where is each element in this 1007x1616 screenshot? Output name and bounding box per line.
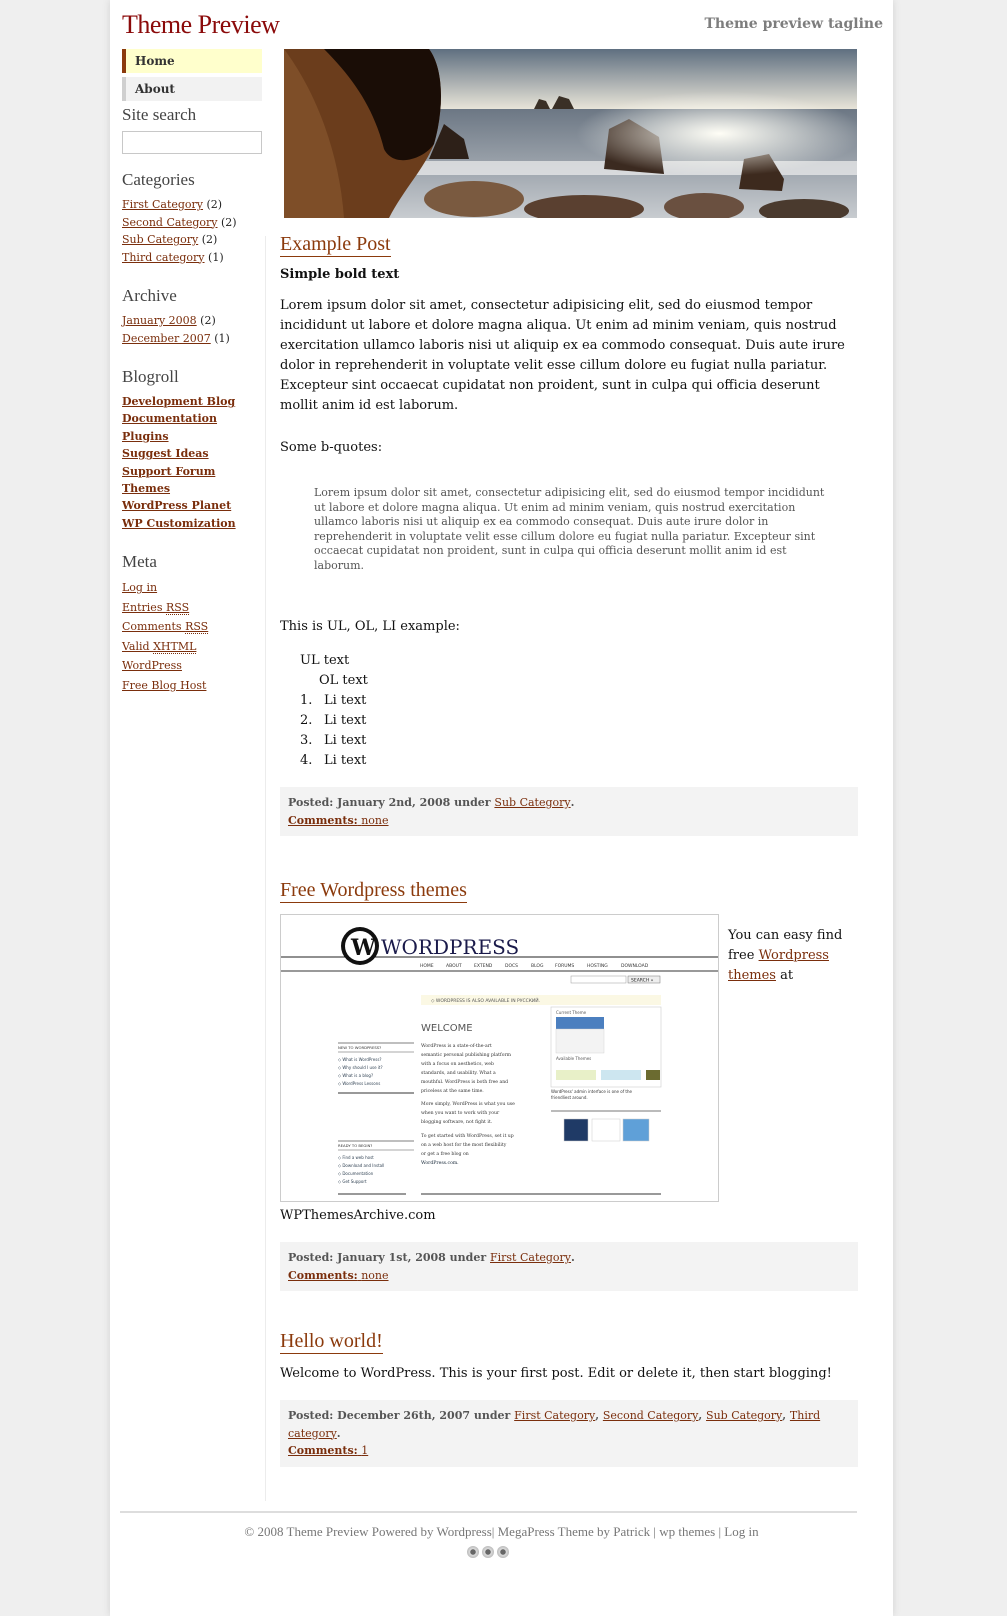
page-container xyxy=(110,0,893,1616)
category-item xyxy=(122,196,262,214)
svg-text:WordPress' admin interface is: WordPress' admin interface is one of the xyxy=(551,1089,632,1094)
post-meta: Posted: January 2nd, 2008 under Sub Category. Comments: none xyxy=(280,787,858,836)
blogroll-link[interactable]: Suggest Ideas xyxy=(122,447,209,461)
main-content xyxy=(280,232,858,1467)
svg-text:mouthful. WordPress is both fr: mouthful. WordPress is both free and xyxy=(421,1080,509,1085)
post-category-link[interactable]: First Category xyxy=(514,1409,596,1422)
svg-text:SEARCH »: SEARCH » xyxy=(631,978,654,984)
post-example xyxy=(280,232,858,836)
category-link-third[interactable]: Third category xyxy=(122,250,205,264)
footer-separator: | xyxy=(718,1524,722,1539)
list-item xyxy=(280,691,858,711)
svg-text:friendliest around.: friendliest around. xyxy=(551,1095,588,1100)
svg-text:priceless at the same time.: priceless at the same time. xyxy=(421,1089,484,1094)
meta-list xyxy=(122,578,262,695)
archive-count: (1) xyxy=(214,331,230,345)
category-count: (1) xyxy=(208,250,224,264)
blogroll-list xyxy=(122,393,262,532)
footer xyxy=(110,1524,893,1540)
svg-text:HOSTING: HOSTING xyxy=(587,964,608,969)
svg-text:WordPress is a state-of-the-ar: WordPress is a state-of-the-art xyxy=(421,1044,492,1049)
posted-date: Posted: December 26th, 2007 under xyxy=(288,1409,511,1422)
categories-list xyxy=(122,196,262,266)
categories-heading: Categories xyxy=(122,170,195,189)
meta-wordpress-link[interactable]: WordPress xyxy=(122,659,182,673)
footer-dots-icon xyxy=(467,1543,507,1562)
svg-text:when you want to work with you: when you want to work with your xyxy=(421,1111,500,1116)
svg-text:EXTEND: EXTEND xyxy=(474,964,493,969)
svg-text:DOCS: DOCS xyxy=(505,964,519,969)
category-item xyxy=(122,214,262,232)
post-body xyxy=(280,914,858,1202)
category-count: (2) xyxy=(221,215,237,229)
list-number: 3. xyxy=(300,733,313,748)
wordpress-screenshot-image xyxy=(280,914,719,1202)
blogroll-link[interactable]: Documentation xyxy=(122,412,218,426)
blogroll-link[interactable]: Themes xyxy=(122,482,171,496)
footer-copyright: © 2008 Theme Preview Powered by xyxy=(244,1524,434,1539)
post-paragraph: Lorem ipsum dolor sit amet, consectetur adipisicing elit, sed do eiusmod tempor incididunt ut labore et dolore magna aliqua. Ut enim ad minim veniam, quis nostrud exercitation ullamco laboris nisi ut aliquip ex ea commodo consequat. Duis aute irure dolor in reprehenderit in voluptate velit esse cillum dolore eu fugiat nulla pariatur. Excepteur sint occaecat cupidatat non proident, sunt in culpa qui officia deserunt mollit anim id est laborum. xyxy=(280,298,845,413)
wordpress-site-screenshot xyxy=(281,915,719,1202)
footer-login-link[interactable]: Log in xyxy=(724,1524,759,1539)
post-title-link[interactable]: Free Wordpress themes xyxy=(280,879,467,901)
meta-entries-rss-link[interactable] xyxy=(122,601,189,615)
svg-text:◇ Get Support: ◇ Get Support xyxy=(338,1179,367,1184)
comments-label: Comments: xyxy=(288,813,358,827)
svg-text:WORDPRESS: WORDPRESS xyxy=(381,935,520,959)
svg-text:blogging software, not fight i: blogging software, not fight it. xyxy=(421,1120,493,1125)
archive-heading: Archive xyxy=(122,286,177,305)
post-category-link[interactable]: Second Category xyxy=(602,1409,699,1422)
post-category-link[interactable]: Sub Category xyxy=(706,1409,783,1422)
comments-label: Comments: xyxy=(288,1268,358,1282)
archive-list xyxy=(122,312,262,347)
list-number: 1. xyxy=(300,693,313,708)
archive-item xyxy=(122,312,262,330)
svg-text:◇ WordPress Lessons: ◇ WordPress Lessons xyxy=(338,1081,381,1086)
side-text-pre: You can easy find free xyxy=(728,928,843,963)
svg-text:BLOG: BLOG xyxy=(531,964,544,969)
svg-text:◇ Find a web host: ◇ Find a web host xyxy=(338,1155,374,1160)
blockquote: Lorem ipsum dolor sit amet, consectetur adipisicing elit, sed do eiusmod tempor incididunt ut labore et dolore magna aliqua. Ut enim ad minim veniam, quis nostrud exercitation ullamco laboris nisi ut aliquip ex ea commodo consequat. Duis aute irure dolor in reprehenderit in voluptate velit esse cillum dolore eu fugiat nulla pariatur. Excepteur sint occaecat cupidatat non proident, sunt in culpa qui officia deserunt mollit anim id est laborum. xyxy=(314,486,825,572)
list-intro: This is UL, OL, LI example: xyxy=(280,619,460,634)
blogroll-link[interactable]: WP Customization xyxy=(122,516,236,530)
search-input[interactable] xyxy=(122,131,262,154)
svg-text:on a web host for the most fle: on a web host for the most flexibility xyxy=(421,1143,507,1148)
blogroll-link[interactable]: Development Blog xyxy=(122,395,236,408)
svg-text:HOME: HOME xyxy=(420,964,434,969)
svg-text:◇ Documentation: ◇ Documentation xyxy=(338,1171,374,1176)
blogroll-link[interactable]: WordPress Planet xyxy=(122,499,232,513)
image-caption: WPThemesArchive.com xyxy=(280,1208,436,1223)
svg-text:To get started with WordPress,: To get started with WordPress, set it up xyxy=(421,1134,514,1139)
list-text: Li text xyxy=(324,693,367,708)
svg-text:Available Themes: Available Themes xyxy=(556,1056,592,1061)
archive-item xyxy=(122,330,262,348)
nav-home[interactable]: Home xyxy=(122,49,262,73)
site-tagline: Theme preview tagline xyxy=(704,16,883,32)
header-image xyxy=(284,49,857,218)
post-paragraph: Welcome to WordPress. This is your first post. Edit or delete it, then start blogging! xyxy=(280,1366,832,1381)
svg-text:semantic personal publishing p: semantic personal publishing platform xyxy=(421,1053,512,1058)
footer-wordpress-link[interactable]: Wordpress xyxy=(436,1524,492,1539)
svg-text:DOWNLOAD: DOWNLOAD xyxy=(621,964,649,969)
list-text: Li text xyxy=(324,733,367,748)
svg-text:NEW TO WORDPRESS?: NEW TO WORDPRESS? xyxy=(338,1045,382,1050)
comments-link[interactable] xyxy=(288,1269,389,1282)
footer-text: | MegaPress Theme by xyxy=(491,1524,611,1539)
post-category-link[interactable]: Third category xyxy=(288,1409,821,1440)
link-text: Valid xyxy=(122,639,154,653)
list-number: 2. xyxy=(300,713,313,728)
side-text-post: at xyxy=(780,968,794,983)
category-item xyxy=(122,249,262,267)
dot-icon xyxy=(482,1546,494,1558)
archive-count: (2) xyxy=(200,314,216,327)
meta-heading: Meta xyxy=(122,552,157,572)
category-item xyxy=(122,231,262,249)
list-number: 4. xyxy=(300,753,313,768)
comments-label: Comments: xyxy=(288,1444,358,1457)
posted-date: Posted: January 2nd, 2008 under xyxy=(288,796,491,809)
link-text: Entries xyxy=(122,600,166,614)
svg-text:◇ What is a blog?: ◇ What is a blog? xyxy=(338,1073,374,1078)
svg-text:◇ Download and Install: ◇ Download and Install xyxy=(338,1163,385,1168)
svg-text:More simply, WordPress is what: More simply, WordPress is what you use xyxy=(421,1102,515,1107)
category-link-second[interactable]: Second Category xyxy=(122,215,218,229)
category-link-first[interactable]: First Category xyxy=(122,198,204,211)
svg-text:W: W xyxy=(351,935,376,961)
bquote-intro: Some b-quotes: xyxy=(280,440,383,455)
post-hello-world xyxy=(280,1329,858,1467)
post-title-link[interactable]: Hello world! xyxy=(280,1330,383,1352)
meta-valid-xhtml-link[interactable] xyxy=(122,640,196,654)
post-free-themes xyxy=(280,878,858,1291)
column-divider xyxy=(265,236,266,1501)
dot-icon xyxy=(467,1546,479,1558)
abbr: XHTML xyxy=(153,639,197,653)
svg-text:◇ Why should I use it?: ◇ Why should I use it? xyxy=(338,1065,383,1070)
ol-text: OL text xyxy=(319,673,368,688)
svg-text:◇ WORDPRESS IS ALSO AVAILABLE: ◇ WORDPRESS IS ALSO AVAILABLE IN РУССКИЙ. xyxy=(431,999,541,1004)
link-text: Comments xyxy=(122,620,186,634)
meta-comments-rss-link[interactable] xyxy=(122,620,208,634)
posted-date: Posted: January 1st, 2008 under xyxy=(288,1251,487,1264)
footer-wp-themes-link[interactable]: wp themes xyxy=(659,1524,716,1539)
comments-count: none xyxy=(361,813,389,827)
blogroll-link[interactable]: Support Forum xyxy=(122,464,216,478)
blogroll-link[interactable]: Plugins xyxy=(122,429,169,443)
list-item xyxy=(280,751,858,771)
meta-login-link[interactable]: Log in xyxy=(122,581,158,595)
svg-text:READY TO BEGIN?: READY TO BEGIN? xyxy=(338,1143,373,1148)
post-title-link[interactable]: Example Post xyxy=(280,233,391,255)
svg-text:standards, and usability. What: standards, and usability. What a xyxy=(421,1071,496,1076)
list-example xyxy=(280,651,858,771)
footer-divider xyxy=(120,1511,857,1513)
comments-link[interactable] xyxy=(288,814,389,827)
list-text: Li text xyxy=(324,753,367,768)
search-heading: Site search xyxy=(122,105,197,124)
svg-text:WordPress.com.: WordPress.com. xyxy=(421,1161,459,1166)
list-item xyxy=(280,731,858,751)
list-text: Li text xyxy=(324,713,367,728)
archive-link-dec-2007[interactable]: December 2007 xyxy=(122,331,211,345)
site-title[interactable]: Theme Preview xyxy=(122,10,280,39)
comments-link[interactable] xyxy=(288,1444,368,1457)
category-count: (2) xyxy=(206,198,223,211)
list-item xyxy=(280,711,858,731)
post-category-link[interactable]: Sub Category xyxy=(494,796,571,809)
post-bold-text: Simple bold text xyxy=(280,267,400,282)
svg-text:with a focus on aesthetics, we: with a focus on aesthetics, web xyxy=(421,1062,494,1067)
post-category-link[interactable]: First Category xyxy=(490,1251,572,1264)
comments-count: none xyxy=(361,1268,389,1282)
abbr: RSS xyxy=(165,600,190,614)
svg-text:or get a free blog on: or get a free blog on xyxy=(421,1152,469,1157)
footer-patrick-link[interactable]: Patrick xyxy=(613,1524,651,1539)
archive-link-jan-2008[interactable]: January 2008 xyxy=(122,314,197,327)
meta-free-blog-host-link[interactable]: Free Blog Host xyxy=(122,678,207,692)
wordpress-themes-link[interactable]: Wordpress themes xyxy=(728,948,829,983)
post-meta: Posted: January 1st, 2008 under First Category. Comments: none xyxy=(280,1242,858,1291)
sidebar xyxy=(122,49,262,715)
svg-text:ABOUT: ABOUT xyxy=(446,964,462,969)
ul-text: UL text xyxy=(300,653,350,668)
svg-text:WELCOME: WELCOME xyxy=(421,1023,473,1034)
abbr: RSS xyxy=(185,620,209,634)
coastal-rocks-image xyxy=(284,49,857,218)
nav-about[interactable]: About xyxy=(122,77,262,101)
dot-icon xyxy=(497,1546,509,1558)
comments-count: 1 xyxy=(361,1444,369,1457)
footer-separator: | xyxy=(653,1524,656,1539)
svg-text:Current Theme: Current Theme xyxy=(556,1010,587,1015)
post-meta: Posted: December 26th, 2007 under First Category, Second Category, Sub Category, Third category. Comments: 1 xyxy=(280,1400,858,1467)
category-link-sub[interactable]: Sub Category xyxy=(122,233,199,246)
category-count: (2) xyxy=(201,233,218,246)
blogroll-heading: Blogroll xyxy=(122,367,179,386)
svg-text:FORUMS: FORUMS xyxy=(555,964,575,969)
svg-text:◇ What is WordPress?: ◇ What is WordPress? xyxy=(338,1057,382,1062)
